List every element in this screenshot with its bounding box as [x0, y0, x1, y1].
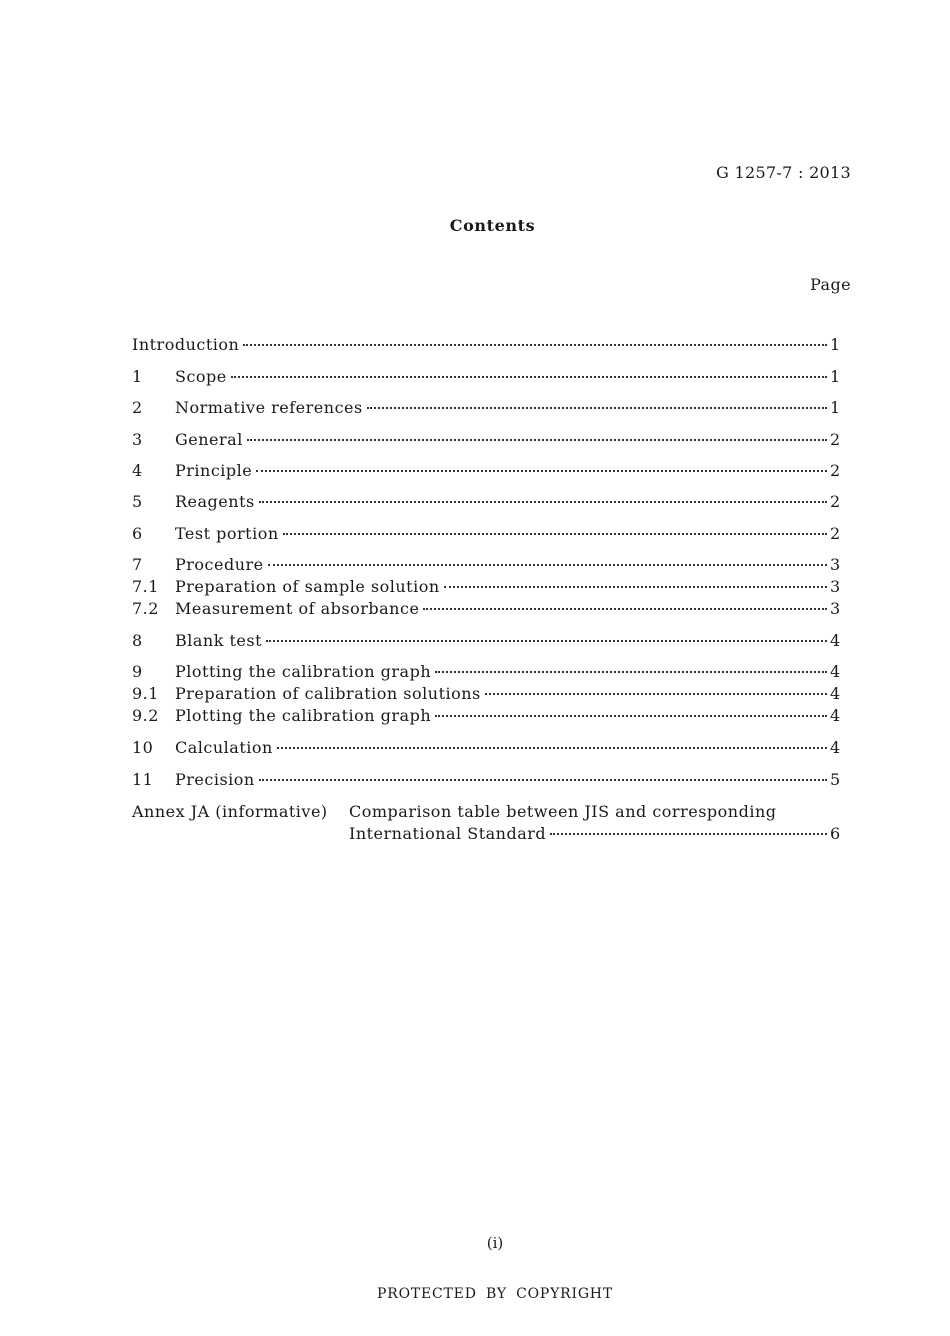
toc-entry-page: 1 — [830, 367, 841, 386]
toc-entry[interactable] — [132, 770, 840, 792]
dot-leader — [247, 439, 827, 441]
toc-entry-page: 1 — [830, 398, 841, 417]
toc-entry-title: Measurement of absorbance — [175, 599, 420, 618]
dot-leader — [283, 533, 827, 535]
toc-entry-number: 9.1 — [132, 684, 159, 703]
page-column-label: Page — [810, 275, 851, 294]
toc-entry-page: 6 — [830, 824, 841, 843]
toc-entry-number: 4 — [132, 461, 143, 480]
toc-entry-title: Reagents — [175, 492, 255, 511]
toc-entry-number: 9.2 — [132, 706, 159, 725]
toc-entry-page: 4 — [830, 662, 841, 681]
toc-entry[interactable] — [132, 555, 840, 577]
dot-leader — [435, 671, 827, 673]
toc-entry-number: 7.2 — [132, 599, 159, 618]
annex-title-line1[interactable]: Comparison table between JIS and corresponding — [349, 802, 777, 821]
dot-leader — [256, 470, 827, 472]
toc-entry-title: Test portion — [175, 524, 279, 543]
toc-entry-number: 2 — [132, 398, 143, 417]
toc-entry-page: 2 — [830, 492, 841, 511]
toc-entry-title: Procedure — [175, 555, 264, 574]
toc-entry-title: Scope — [175, 367, 227, 386]
toc-entry-page: 1 — [830, 335, 841, 354]
dot-leader — [550, 833, 827, 835]
toc-entry[interactable] — [132, 738, 840, 760]
toc-entry-title: Calculation — [175, 738, 273, 757]
dot-leader — [277, 747, 827, 749]
toc-entry-page: 2 — [830, 430, 841, 449]
copyright-notice: PROTECTED BY COPYRIGHT — [377, 1286, 613, 1302]
toc-entry-page: 2 — [830, 524, 841, 543]
toc-entry-annex[interactable] — [349, 824, 840, 843]
toc-entry-number: 7 — [132, 555, 143, 574]
dot-leader — [423, 608, 827, 610]
toc-entry-page: 3 — [830, 555, 841, 574]
toc-entry-title: Blank test — [175, 631, 263, 650]
toc-entry-page: 4 — [830, 631, 841, 650]
toc-entry-title: Plotting the calibration graph — [175, 706, 432, 725]
toc-entry-title: General — [175, 430, 243, 449]
toc-entry-number: 5 — [132, 492, 143, 511]
toc-entry-title: Principle — [175, 461, 253, 480]
toc-entry[interactable] — [132, 706, 840, 728]
toc-entry-number: 10 — [132, 738, 154, 757]
toc-entry[interactable] — [132, 524, 840, 546]
toc-entry-title: Precision — [175, 770, 255, 789]
dot-leader — [268, 564, 827, 566]
toc-entry[interactable] — [132, 577, 840, 599]
dot-leader — [259, 501, 827, 503]
document-number: G 1257-7 : 2013 — [716, 163, 851, 182]
dot-leader — [231, 376, 827, 378]
toc-entry-number: 7.1 — [132, 577, 159, 596]
page-title: Contents — [449, 216, 536, 235]
toc-entry[interactable] — [132, 599, 840, 621]
annex-label: Annex JA (informative) — [132, 802, 328, 821]
toc-entry[interactable] — [132, 461, 840, 483]
dot-leader — [485, 693, 827, 695]
toc-entry-page: 3 — [830, 599, 841, 618]
toc-entry-number: 8 — [132, 631, 143, 650]
toc-entry-number: 1 — [132, 367, 143, 386]
page-number: (i) — [486, 1234, 504, 1252]
toc-entry-page: 3 — [830, 577, 841, 596]
toc-entry-introduction[interactable] — [132, 335, 840, 357]
dot-leader — [266, 640, 827, 642]
dot-leader — [367, 407, 827, 409]
annex-title-line2: International Standard — [349, 824, 547, 843]
toc-entry-number: 11 — [132, 770, 154, 789]
toc-entry[interactable] — [132, 398, 840, 420]
dot-leader — [444, 586, 827, 588]
toc-entry-page: 4 — [830, 684, 841, 703]
toc-entry-number: 3 — [132, 430, 143, 449]
toc-entry-page: 4 — [830, 706, 841, 725]
dot-leader — [243, 344, 827, 346]
toc-entry[interactable] — [132, 662, 840, 684]
toc-entry[interactable] — [132, 684, 840, 706]
toc-entry-title: Preparation of sample solution — [175, 577, 440, 596]
toc-entry[interactable] — [132, 492, 840, 514]
toc-entry-number: 9 — [132, 662, 143, 681]
toc-entry[interactable] — [132, 631, 840, 653]
toc-entry-title: Preparation of calibration solutions — [175, 684, 481, 703]
toc-entry-title: Plotting the calibration graph — [175, 662, 432, 681]
toc-entry[interactable] — [132, 367, 840, 389]
toc-entry-page: 4 — [830, 738, 841, 757]
dot-leader — [259, 779, 827, 781]
toc-entry-title: Introduction — [132, 335, 240, 354]
dot-leader — [435, 715, 827, 717]
toc-entry[interactable] — [132, 430, 840, 452]
toc-entry-page: 2 — [830, 461, 841, 480]
toc-entry-title: Normative references — [175, 398, 363, 417]
toc-entry-page: 5 — [830, 770, 841, 789]
toc-entry-number: 6 — [132, 524, 143, 543]
